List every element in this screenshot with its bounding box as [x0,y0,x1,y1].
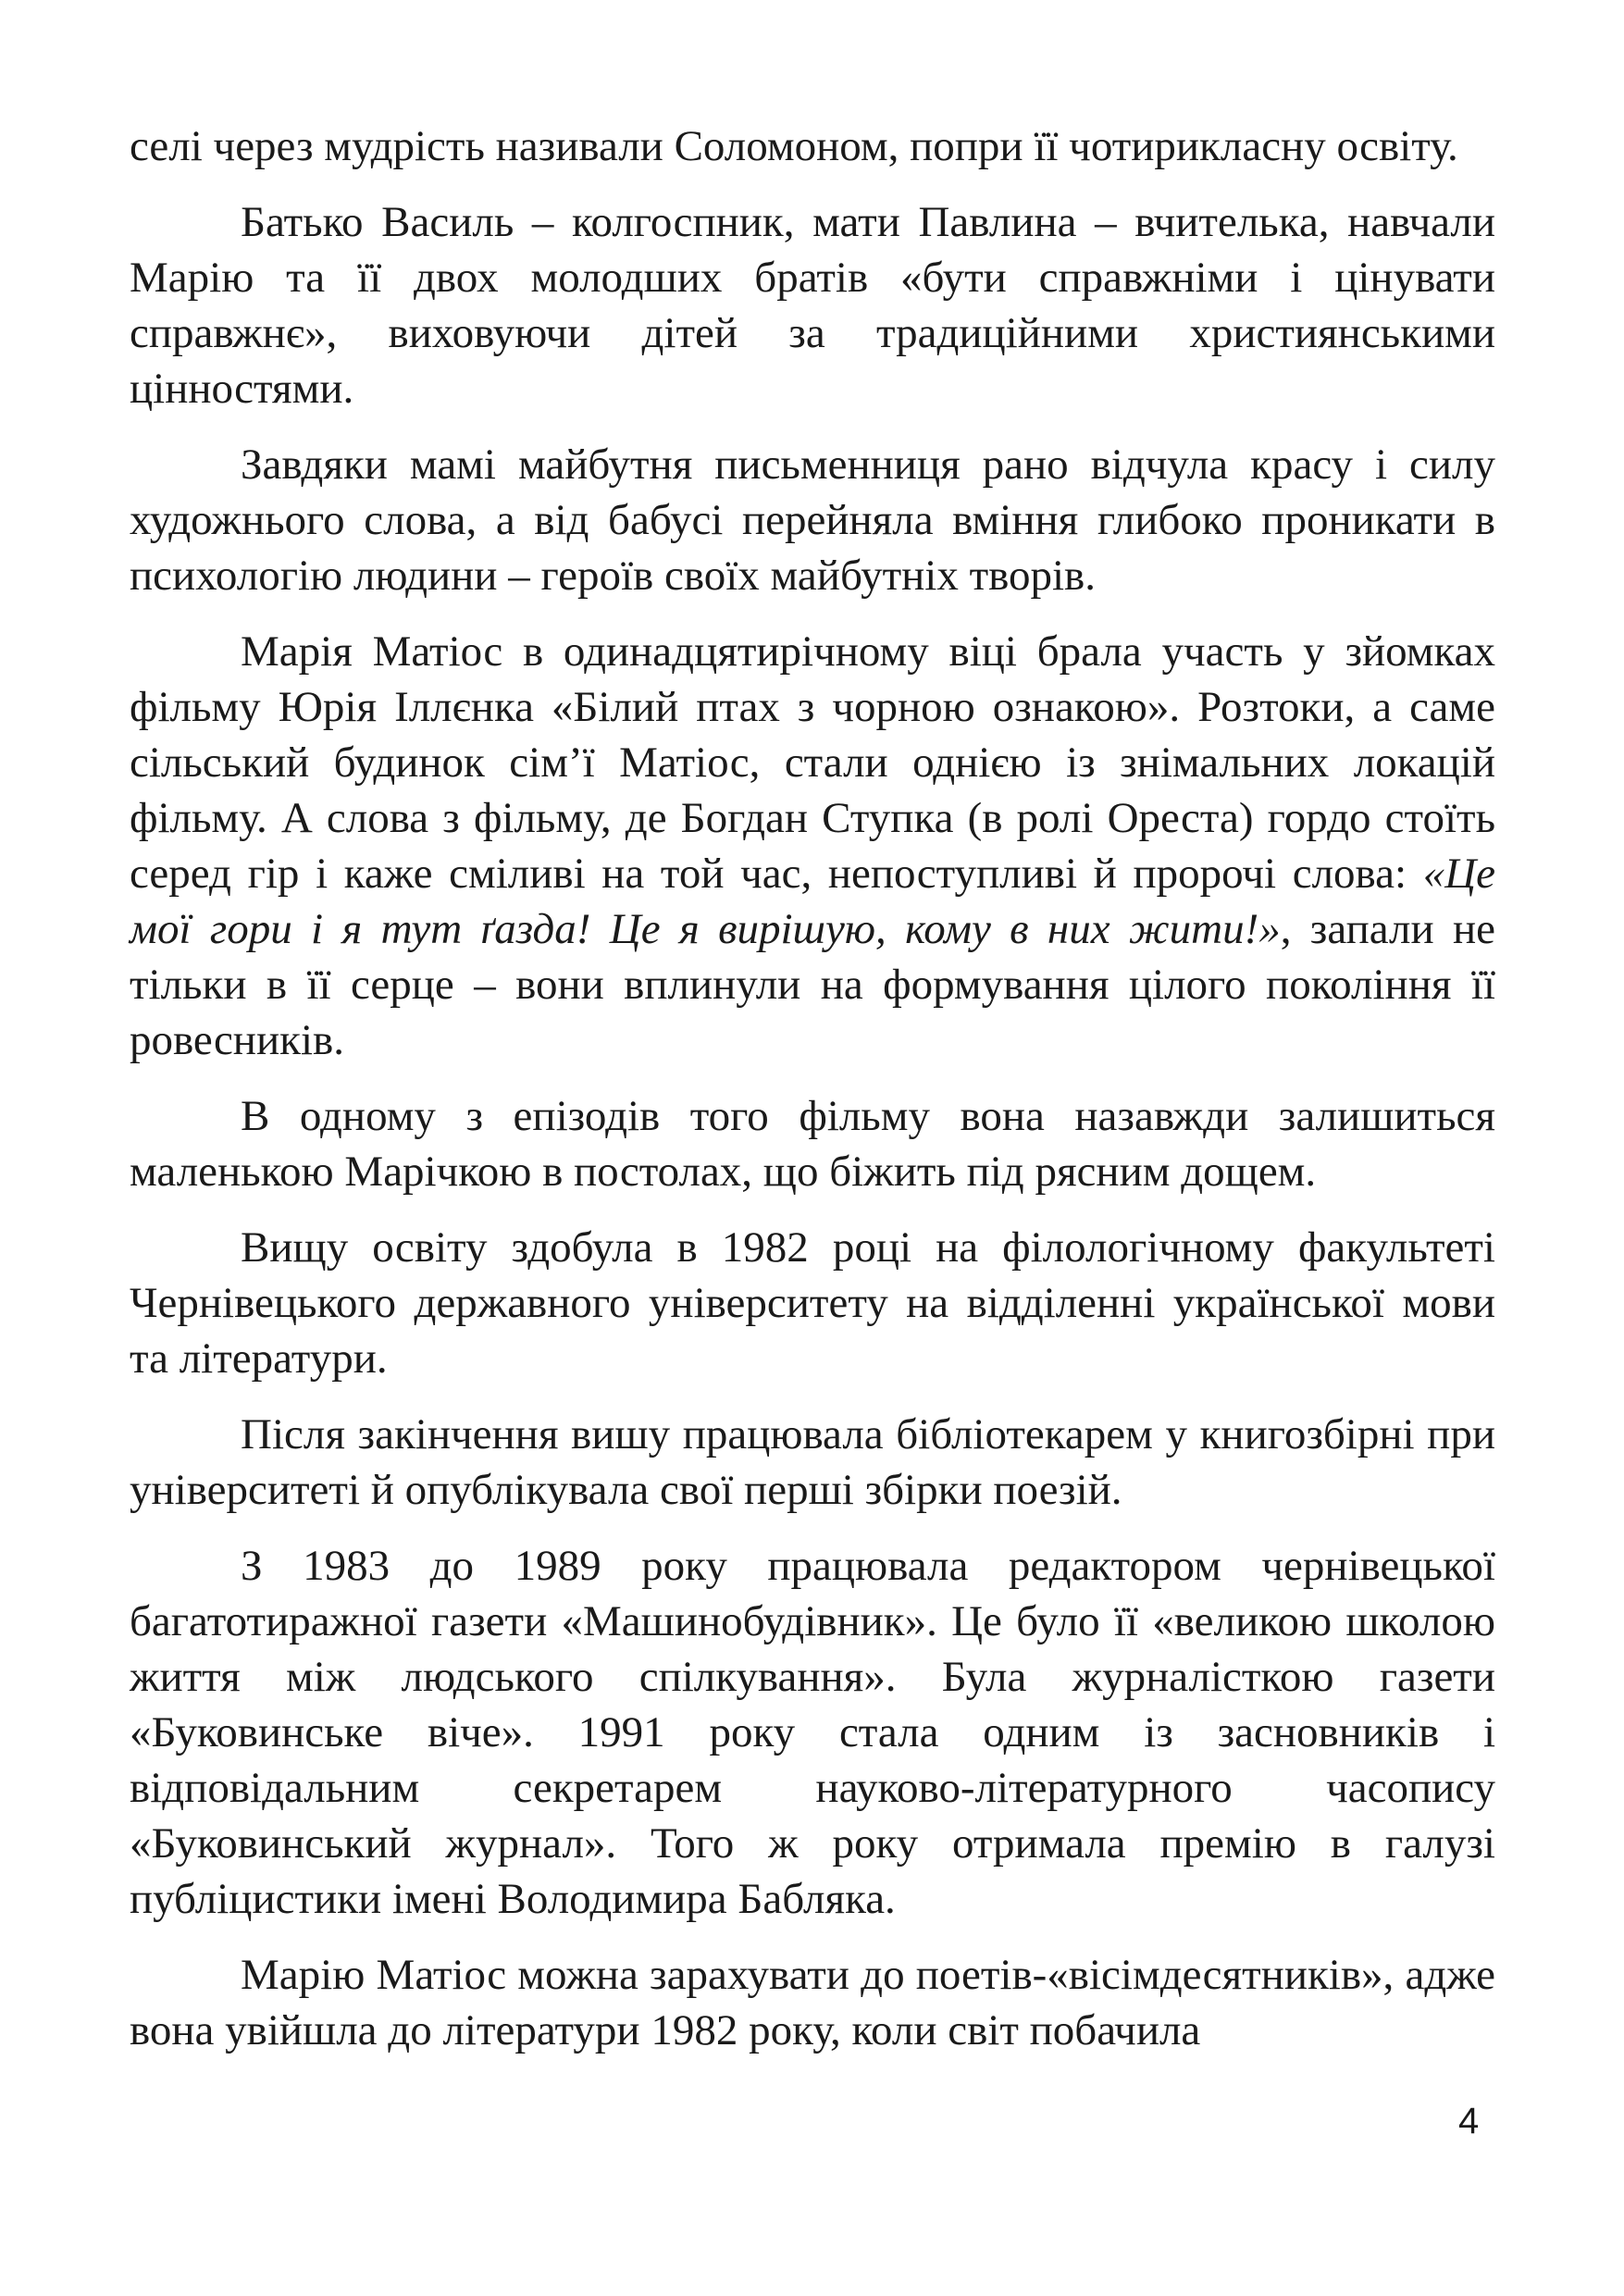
paragraph-7: Після закінчення вишу працювала бібліотекарем у книгозбірні при університеті й опублікувала свої перші збірки поезій. [130,1410,1495,1514]
paragraph-8: З 1983 до 1989 року працювала редактором чернівецької багатотиражної газети «Машинобудівник». Це було її «великою школою життя між людського спілкування». Була журналісткою газети «Буковинське віче». 1991 року стала одним із засновників і відповідальним секретарем науково-літературного часопису «Буковинський журнал». Того ж року отримала премію в галузі публіцистики імені Володимира Бабляка. [130,1542,1495,1923]
paragraph-6: Вищу освіту здобула в 1982 році на філологічному факультеті Чернівецького державного університету на відділенні української мови та літератури. [130,1223,1495,1383]
paragraph-9: Марію Матіос можна зарахувати до поетів-«вісімдесятників», адже вона увійшла до літератури 1982 року, коли світ побачила [130,1951,1495,2054]
paragraph-2: Батько Василь – колгоспник, мати Павлина – вчителька, навчали Марію та її двох молодших братів «бути справжніми і цінувати справжнє», виховуючи дітей за традиційними християнськими цінностями. [130,198,1495,413]
paragraph-1: селі через мудрість називали Соломоном, попри її чотирикласну освіту. [130,122,1458,170]
paragraph-5: В одному з епізодів того фільму вона назавжди залишиться маленькою Марічкою в постолах, що біжить під рясним дощем. [130,1092,1495,1196]
paragraph-4-text-before: Марія Матіос в одинадцятирічному віці брала участь у зйомках фільму Юрія Іллєнка «Білий птах з чорною ознакою». Розтоки, а саме сільський будинок сім’ї Матіос, стали однією із знімальних локацій фільму. А слова з фільму, де Богдан Ступка (в ролі Ореста) гордо стоїть серед гір і каже сміливі на той час, непоступливі й пророчі слова: [130,627,1495,898]
paragraph-4-text-after: , запали не тільки в її серце – вони вплинули на формування цілого покоління її ровесників. [130,905,1495,1064]
page-number: 4 [1458,2101,1480,2141]
body-text [130,118,1495,2079]
paragraph-3: Завдяки мамі майбутня письменниця рано відчула красу і силу художнього слова, а від бабусі перейняла вміння глибоко проникати в психологію людини – героїв своїх майбутніх творів. [130,441,1495,600]
paragraph-4 [130,624,1495,1068]
film-quote: «Це мої гори і я тут ґазда! Це я вирішую, кому в них жити!» [130,850,1495,953]
